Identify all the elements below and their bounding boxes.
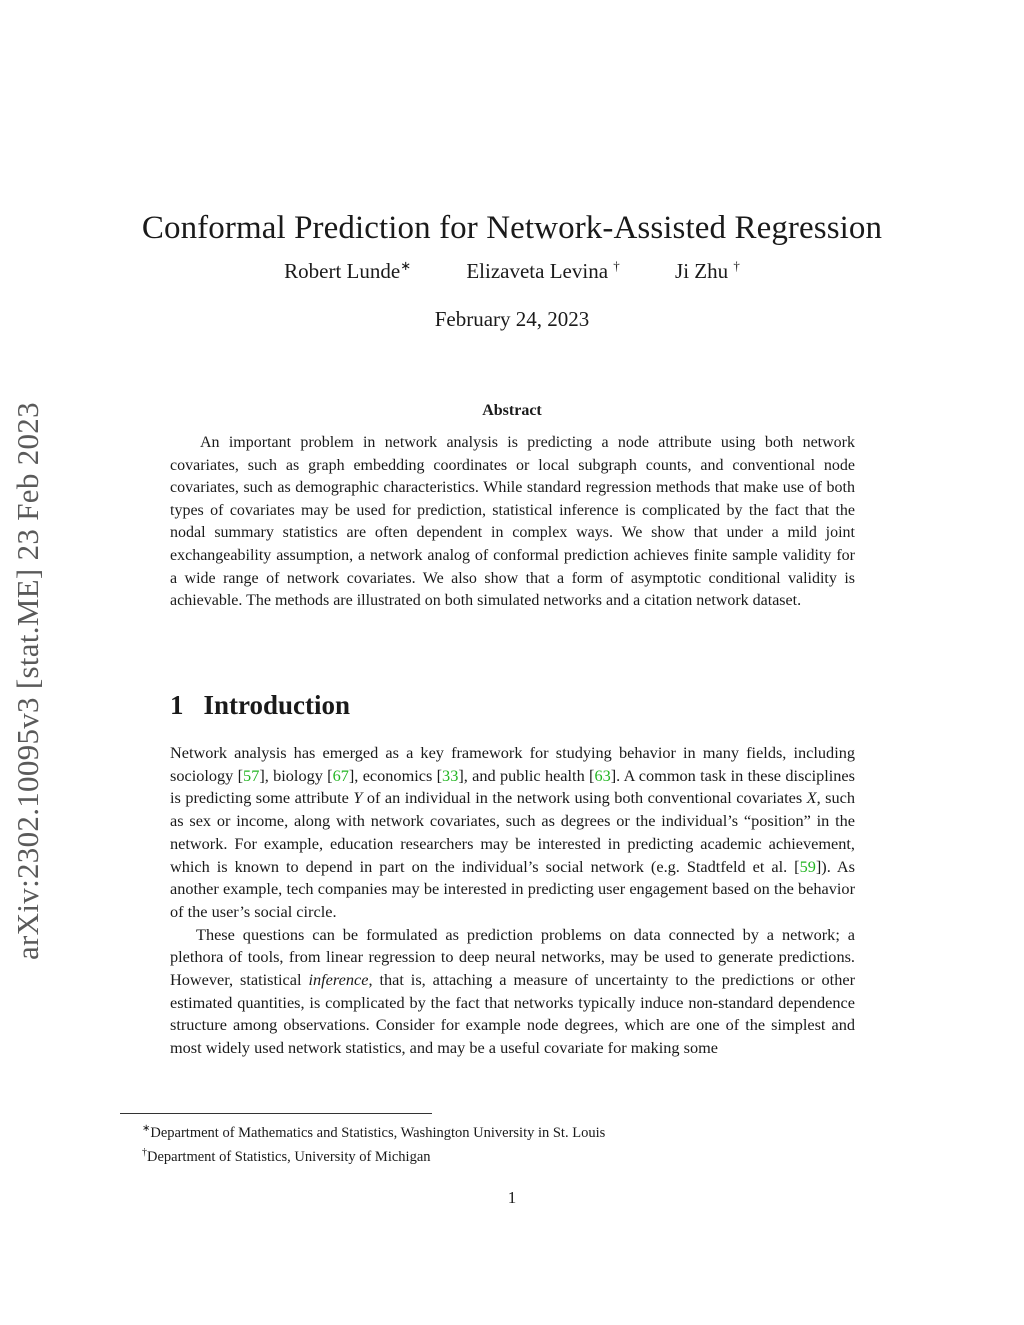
- abstract-heading: Abstract: [482, 402, 542, 419]
- section-number: 1: [170, 690, 184, 720]
- text-run: Network analysis has emerged as a key framework for studying behavior in many fields, including sociology [: [170, 743, 855, 785]
- text-run: ]. A common task in these disciplines is predicting some attribute: [170, 765, 855, 808]
- author-list: [0, 258, 1024, 284]
- page-number: 1: [507, 1188, 517, 1207]
- paragraph: [170, 742, 855, 924]
- footnote-text: Department of Mathematics and Statistics, Washington University in St. Louis: [150, 1124, 606, 1141]
- text-run: ]). As another example, tech companies may be interested in predicting user engagement based on the behavior of the user’s social circle.: [170, 856, 855, 921]
- math-variable: Y: [353, 788, 363, 808]
- citation-link[interactable]: 57: [243, 765, 260, 785]
- abstract-text: An important problem in network analysis is predicting a node attribute using both network covariates, such as graph embedding coordinates or local subgraph counts, and conventional node covariates, such as demographic characteristics. While standard regression methods that make use of both types of covariates may be used for prediction, statistical inference is complicated by the fact that the nodal summary statistics are often dependent in complex ways. We show that under a mild joint exchangeability assumption, a network analog of conformal prediction achieves finite sample validity for a wide range of network covariates. We also show that a form of asymptotic conditional validity is achievable. The methods are illustrated on both simulated networks and a citation network dataset.: [170, 434, 855, 610]
- author-name: Robert Lunde: [284, 259, 401, 283]
- author-name: Elizaveta Levina: [466, 259, 609, 283]
- footnote: [142, 1119, 605, 1143]
- author: [675, 259, 740, 283]
- footnotes: [142, 1119, 605, 1167]
- paper-title: Conformal Prediction for Network-Assisted Regression: [141, 210, 883, 247]
- affiliation-mark: †: [733, 258, 740, 273]
- text-run: , that is, attaching a measure of uncertainty to the predictions or other estimated quantities, is complicated by the fact that networks typically induce non-standard dependence structure among observations. Consider for example node degrees, which are one of the simplest and most widely used network statistics, and may be a useful covariate for making some: [170, 970, 855, 1058]
- publication-date: February 24, 2023: [434, 307, 590, 331]
- introduction-body: [170, 742, 855, 1060]
- affiliation-mark: ∗: [400, 258, 412, 273]
- footnote-text: Department of Statistics, University of Michigan: [147, 1148, 431, 1165]
- paragraph: [170, 924, 855, 1060]
- text-run: ], and public health [: [458, 765, 595, 785]
- footnote-divider: [120, 1113, 432, 1114]
- arxiv-identifier-stamp: arXiv:2302.10095v3 [stat.ME] 23 Feb 2023: [10, 402, 45, 960]
- text-run: ], economics [: [348, 765, 443, 785]
- footnote: [142, 1143, 605, 1167]
- section-title: Introduction: [203, 690, 351, 720]
- emphasis: inference: [308, 970, 369, 990]
- citation-link[interactable]: 33: [442, 765, 459, 785]
- footnote-mark: ∗: [142, 1123, 151, 1134]
- text-run: ], biology [: [259, 765, 333, 785]
- math-variable: X: [806, 788, 817, 808]
- author: [284, 259, 411, 283]
- footnote-mark: †: [142, 1146, 147, 1158]
- text-run: These questions can be formulated as prediction problems on data connected by a network; a plethora of tools, from linear regression to deep neural networks, may be used to generate predictions. However, statistical: [170, 924, 855, 990]
- citation-link[interactable]: 59: [799, 856, 816, 876]
- text-run: of an individual in the network using both conventional covariates: [362, 788, 807, 808]
- section-heading: [170, 690, 350, 721]
- citation-link[interactable]: 63: [594, 765, 611, 785]
- author-name: Ji Zhu: [675, 259, 729, 283]
- text-run: , such as sex or income, along with network covariates, such as degrees or the individual’s “position” in the network. For example, education researchers may be interested in predicting academic achievement, which is known to depend in part on the individual’s social network (e.g. Stadtfeld et al. [: [170, 788, 856, 876]
- author: [466, 259, 619, 283]
- affiliation-mark: †: [613, 258, 620, 273]
- citation-link[interactable]: 67: [332, 765, 349, 785]
